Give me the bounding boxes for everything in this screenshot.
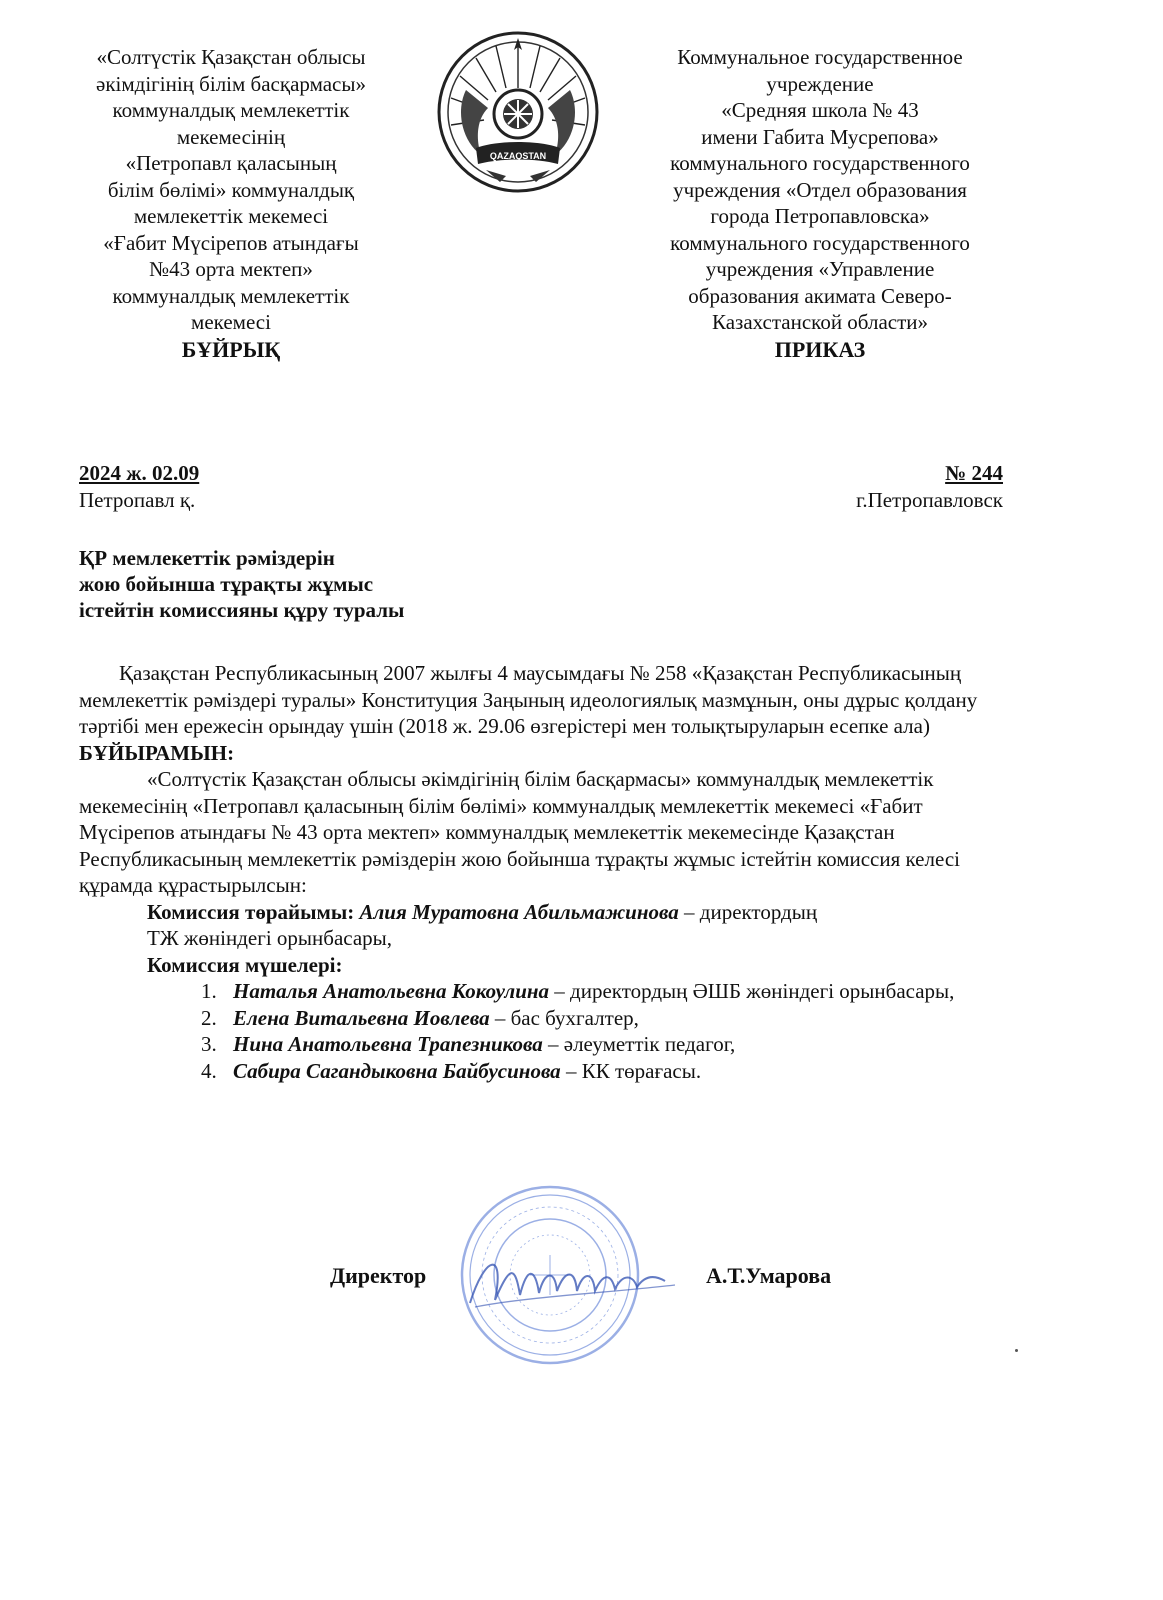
list-item <box>79 1058 1019 1085</box>
order-subject <box>79 545 599 623</box>
header-line: Коммунальное государственное <box>677 45 963 69</box>
member-name: Наталья Анатольевна Кокоулина <box>233 979 550 1003</box>
document-type-kz: БҰЙРЫҚ <box>181 336 281 362</box>
preamble-text: Қазақстан Республикасының 2007 жылғы 4 маусымдағы № 258 «Қазақстан Республикасының мемлекеттік рәміздері туралы» Конституция Заңының идеологиялық мазмұнын, оны дұрыс қолдану тәртібі мен ережесін орындау үшін (2018 ж. 29.06 өзгерістері мен толықтыруларын есепке ала) <box>79 661 978 738</box>
members-list <box>79 978 1019 1084</box>
header-line: №43 орта мектеп» <box>149 257 313 281</box>
member-role: – КК төрағасы. <box>560 1058 702 1083</box>
order-date: 2024 ж. 02.09 <box>79 461 200 485</box>
list-item <box>79 978 1019 1005</box>
list-item <box>79 1005 1019 1032</box>
header-line: образования акимата Северо- <box>688 283 952 308</box>
header-line: әкімдігінің білім басқармасы» <box>96 71 366 96</box>
emblem-inscription: QAZAQSTAN <box>489 151 547 161</box>
member-name: Нина Анатольевна Трапезникова <box>233 1032 543 1056</box>
preamble-paragraph <box>79 660 1019 766</box>
kazakhstan-emblem-icon <box>436 30 600 194</box>
header-line: коммуналдық мемлекеттік <box>112 283 350 308</box>
subject-line: жою бойынша тұрақты жұмыс <box>79 572 374 596</box>
header-line: учреждения «Отдел образования <box>673 177 967 202</box>
city-ru: г.Петропавловск <box>856 488 1003 512</box>
document-type-ru: ПРИКАЗ <box>774 336 866 362</box>
order-paragraph: «Солтүстік Қазақстан облысы әкімдігінің білім басқармасы» коммуналдық мемлекеттік мекемесінің «Петропавл қаласының білім бөлімі» коммуналдық мемлекеттік мекемесі «Ғабит Мүсірепов атындағы № 43 орта мектеп» коммуналдық мемлекеттік мекемесінде Қазақстан Республикасының мемлекеттік рәміздерін жою бойынша тұрақты жұмыс істейтін комиссия келесі құрамда құрастырылсын: <box>79 767 960 897</box>
list-item <box>79 1031 1019 1058</box>
header-line: имени Габита Мусрепова» <box>701 124 939 149</box>
member-number: 4. <box>201 1058 217 1083</box>
header-line: города Петропавловска» <box>710 204 930 228</box>
subject-line: істейтін комиссияны құру туралы <box>79 598 405 622</box>
header-line: коммуналдық мемлекеттік <box>112 98 350 122</box>
chair-role-continued: ТЖ жөніндегі орынбасары, <box>147 926 393 950</box>
header-line: «Солтүстік Қазақстан облысы <box>96 45 366 69</box>
chair-role: – директордың <box>678 899 818 924</box>
city-kz: Петропавл қ. <box>79 488 196 512</box>
member-number: 3. <box>201 1032 217 1056</box>
member-number: 1. <box>201 979 217 1003</box>
order-number: № 244 <box>945 461 1003 485</box>
chair-label: Комиссия төрайымы: <box>147 899 355 924</box>
signatory-name: А.Т.Умарова <box>706 1263 832 1288</box>
member-role: – директордың ӘШБ жөніндегі орынбасары, <box>549 979 955 1003</box>
header-kazakh <box>66 44 396 363</box>
header-line: «Средняя школа № 43 <box>721 98 919 122</box>
header-line: білім бөлімі» коммуналдық <box>107 177 355 202</box>
members-label: Комиссия мүшелері: <box>147 952 343 977</box>
header-line: мемлекеттік мекемесі <box>133 204 329 228</box>
member-number: 2. <box>201 1005 217 1030</box>
order-verb: БҰЙЫРАМЫН: <box>79 740 235 765</box>
chair-name: Алия Муратовна Абильмажинова <box>359 899 679 924</box>
subject-line: ҚР мемлекеттік рәміздерін <box>79 546 335 570</box>
header-line: коммунального государственного <box>670 230 970 255</box>
member-name: Сабира Сагандыковна Байбусинова <box>233 1058 561 1083</box>
header-line: Казахстанской области» <box>711 310 929 334</box>
member-name: Елена Витальевна Иовлева <box>233 1005 490 1030</box>
scan-speck <box>1015 1349 1018 1352</box>
signature-icon <box>465 1245 685 1315</box>
member-role: – әлеуметтік педагог, <box>542 1032 736 1056</box>
signatory-title: Директор <box>330 1263 427 1288</box>
commission-chair <box>79 899 1019 926</box>
header-line: коммунального государственного <box>670 151 970 175</box>
header-line: мекемесінің <box>176 124 286 149</box>
member-role: – бас бухгалтер, <box>489 1005 639 1030</box>
header-russian <box>610 44 1030 363</box>
header-line: учреждение <box>766 71 874 96</box>
header-line: мекемесі <box>191 310 271 334</box>
header-line: учреждения «Управление <box>705 257 935 281</box>
order-body <box>79 660 1019 1084</box>
header-line: «Петропавл қаласының <box>125 151 337 175</box>
header-line: «Ғабит Мүсірепов атындағы <box>103 230 359 255</box>
